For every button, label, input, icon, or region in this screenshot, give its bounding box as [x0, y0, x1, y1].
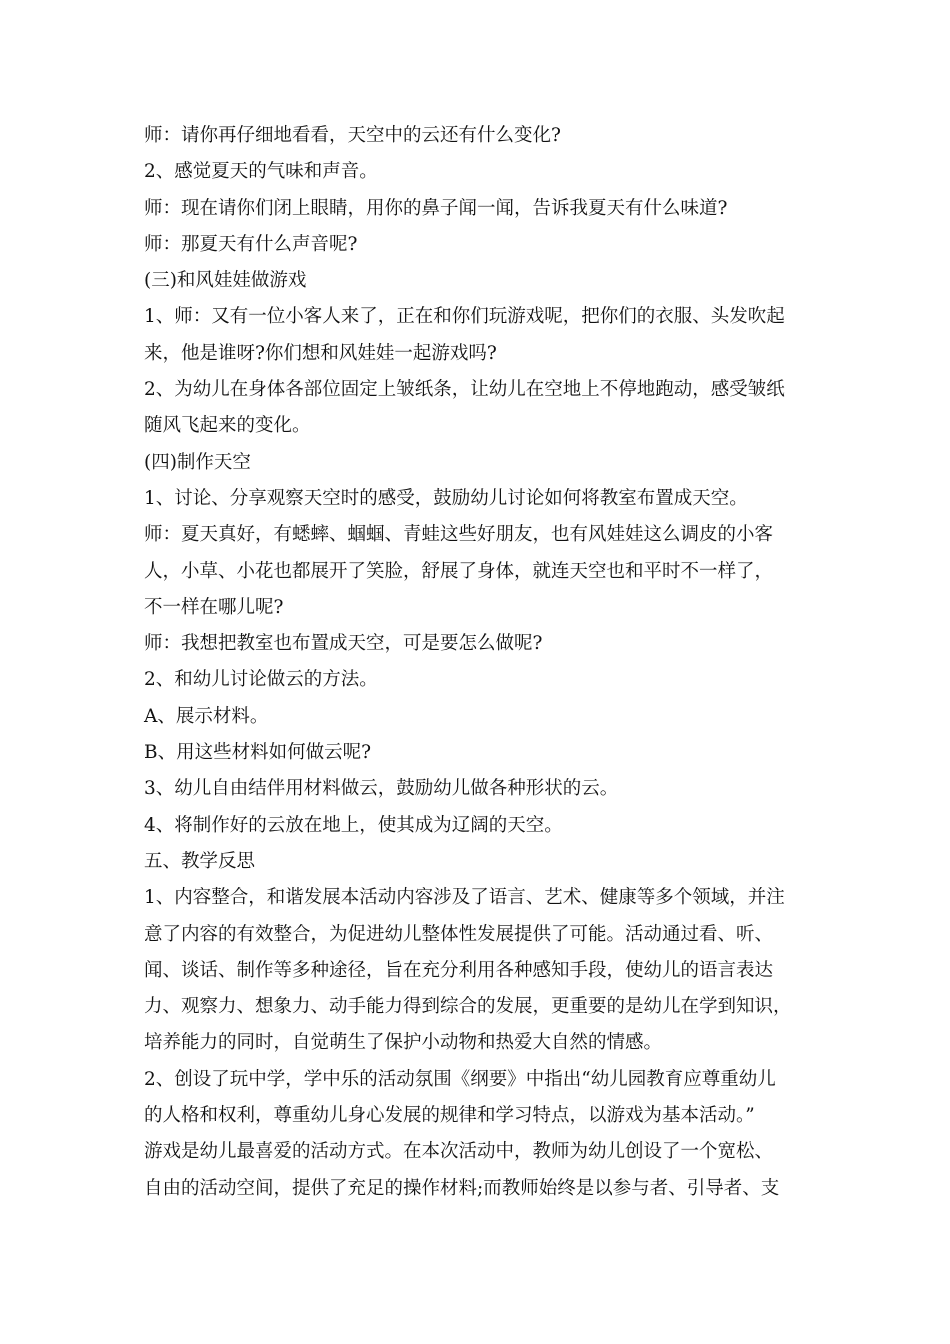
text-line: 师：那夏天有什么声音呢? — [144, 233, 358, 255]
text-line: 1、讨论、分享观察天空时的感受，鼓励幼儿讨论如何将教室布置成天空。 — [144, 487, 748, 509]
text-line: A、展示材料。 — [144, 705, 269, 727]
text-line: 2、和幼儿讨论做云的方法。 — [144, 669, 378, 691]
text-line: 游戏是幼儿最喜爱的活动方式。在本次活动中，教师为幼儿创设了一个宽松、 — [144, 1141, 774, 1163]
text-line: 五、教学反思 — [144, 850, 256, 872]
text-line: 来，他是谁呀?你们想和风娃娃一起游戏吗? — [144, 342, 497, 364]
text-line: (四)制作天空 — [144, 451, 251, 473]
text-line: 师：我想把教室也布置成天空，可是要怎么做呢? — [144, 633, 543, 655]
text-line: 师：夏天真好，有蟋蟀、蝈蝈、青蛙这些好朋友，也有风娃娃这么调皮的小客 — [144, 524, 774, 546]
document-body — [144, 118, 812, 1207]
text-line: 随风飞起来的变化。 — [144, 415, 311, 437]
text-line: 师：现在请你们闭上眼睛，用你的鼻子闻一闻，告诉我夏天有什么味道? — [144, 197, 728, 219]
text-line: B、用这些材料如何做云呢? — [144, 742, 372, 764]
text-line: 自由的活动空间，提供了充足的操作材料;而教师始终是以参与者、引导者、支 — [144, 1177, 780, 1199]
text-line: 培养能力的同时，自觉萌生了保护小动物和热爱大自然的情感。 — [144, 1032, 663, 1054]
text-line: 力、观察力、想象力、动手能力得到综合的发展，更重要的是幼儿在学到知识， — [144, 996, 792, 1018]
text-line: 人，小草、小花也都展开了笑脸，舒展了身体，就连天空也和平时不一样了， — [144, 560, 774, 582]
text-line: 的人格和权利，尊重幼儿身心发展的规律和学习特点，以游戏为基本活动。” — [144, 1105, 755, 1127]
text-line: 师：请你再仔细地看看，天空中的云还有什么变化? — [144, 125, 561, 146]
text-line: 意了内容的有效整合，为促进幼儿整体性发展提供了可能。活动通过看、听、 — [144, 923, 774, 945]
text-line: (三)和风娃娃做游戏 — [144, 270, 307, 292]
text-line: 2、创设了玩中学，学中乐的活动氛围《纲要》中指出“幼儿园教育应尊重幼儿 — [144, 1068, 776, 1090]
text-line: 3、幼儿自由结伴用材料做云，鼓励幼儿做各种形状的云。 — [144, 778, 619, 800]
text-line: 4、将制作好的云放在地上，使其成为辽阔的天空。 — [144, 814, 563, 836]
text-line: 2、为幼儿在身体各部位固定上皱纸条，让幼儿在空地上不停地跑动，感受皱纸 — [144, 379, 785, 401]
text-line: 不一样在哪儿呢? — [144, 596, 284, 618]
text-line: 闻、谈话、制作等多种途径，旨在充分利用各种感知手段，使幼儿的语言表达 — [144, 959, 774, 981]
text-line: 2、感觉夏天的气味和声音。 — [144, 161, 378, 183]
text-line: 1、内容整合，和谐发展本活动内容涉及了语言、艺术、健康等多个领域，并注 — [144, 887, 785, 909]
text-line: 1、师：又有一位小客人来了，正在和你们玩游戏呢，把你们的衣服、头发吹起 — [144, 306, 785, 328]
